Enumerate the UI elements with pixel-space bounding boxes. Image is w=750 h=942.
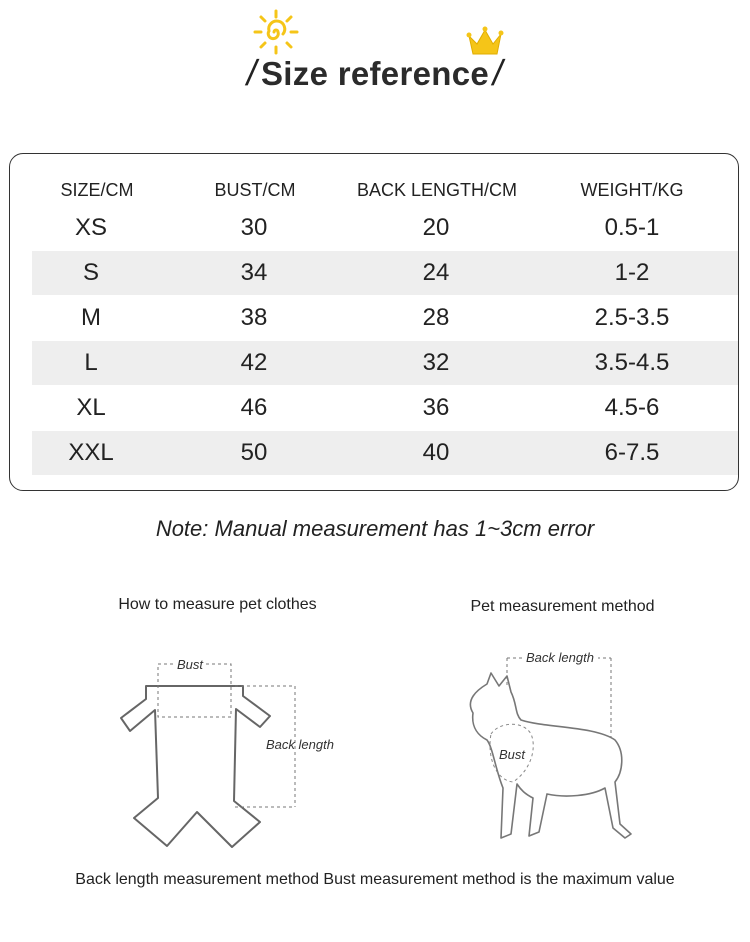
footer-text: Back length measurement method Bust measurement method is the maximum value <box>75 871 675 888</box>
table-row <box>32 341 738 385</box>
size-table <box>9 153 739 491</box>
back-length-cell: 28 <box>422 304 450 331</box>
title-container <box>0 52 750 94</box>
bust-cell: 50 <box>240 439 268 466</box>
column-header-size: SIZE/CM <box>60 180 134 200</box>
bust-cell: 30 <box>240 214 268 241</box>
bust-cell: 38 <box>240 304 268 331</box>
table-row <box>32 206 738 250</box>
back-length-cell: 32 <box>422 349 450 376</box>
slash-icon: / <box>489 52 507 93</box>
back-length-cell: 24 <box>422 259 450 286</box>
bust-cell: 34 <box>240 259 268 286</box>
dog-back-length-label: Back length <box>522 650 598 665</box>
dog-diagram-caption: Pet measurement method <box>470 598 655 615</box>
weight-cell: 0.5-1 <box>604 214 660 241</box>
size-cell: XS <box>74 214 107 241</box>
measurement-note: Note: Manual measurement has 1~3cm error <box>155 516 595 541</box>
dog-measurement-diagram <box>455 648 665 848</box>
weight-cell: 3.5-4.5 <box>594 349 670 376</box>
pet-clothes-diagram <box>110 655 360 850</box>
slash-icon: / <box>243 52 261 93</box>
size-cell: XXL <box>68 439 114 466</box>
table-row <box>32 431 738 475</box>
weight-cell: 2.5-3.5 <box>594 304 670 331</box>
table-row <box>32 251 738 295</box>
column-header-weight: WEIGHT/KG <box>580 180 684 200</box>
size-cell: M <box>81 304 101 331</box>
dog-bust-label: Bust <box>499 747 526 762</box>
size-cell: L <box>84 349 98 376</box>
column-header-bust: BUST/CM <box>214 180 296 200</box>
sun-icon <box>252 8 300 56</box>
back-length-cell: 20 <box>422 214 450 241</box>
clothes-diagram-caption: How to measure pet clothes <box>118 596 317 613</box>
weight-cell: 6-7.5 <box>604 439 660 466</box>
clothes-bust-label: Bust <box>174 657 206 672</box>
bust-cell: 46 <box>240 394 268 421</box>
back-length-cell: 40 <box>422 439 450 466</box>
back-length-cell: 36 <box>422 394 450 421</box>
table-row <box>32 386 738 430</box>
column-header-back-length: BACK LENGTH/CM <box>356 180 518 200</box>
bust-cell: 42 <box>240 349 268 376</box>
weight-cell: 1-2 <box>614 259 650 286</box>
size-cell: S <box>82 259 99 286</box>
clothes-back-length-label: Back length <box>266 737 334 752</box>
weight-cell: 4.5-6 <box>604 394 660 421</box>
table-row <box>32 296 738 340</box>
page-title: Size reference <box>261 55 489 92</box>
size-cell: XL <box>76 394 106 421</box>
